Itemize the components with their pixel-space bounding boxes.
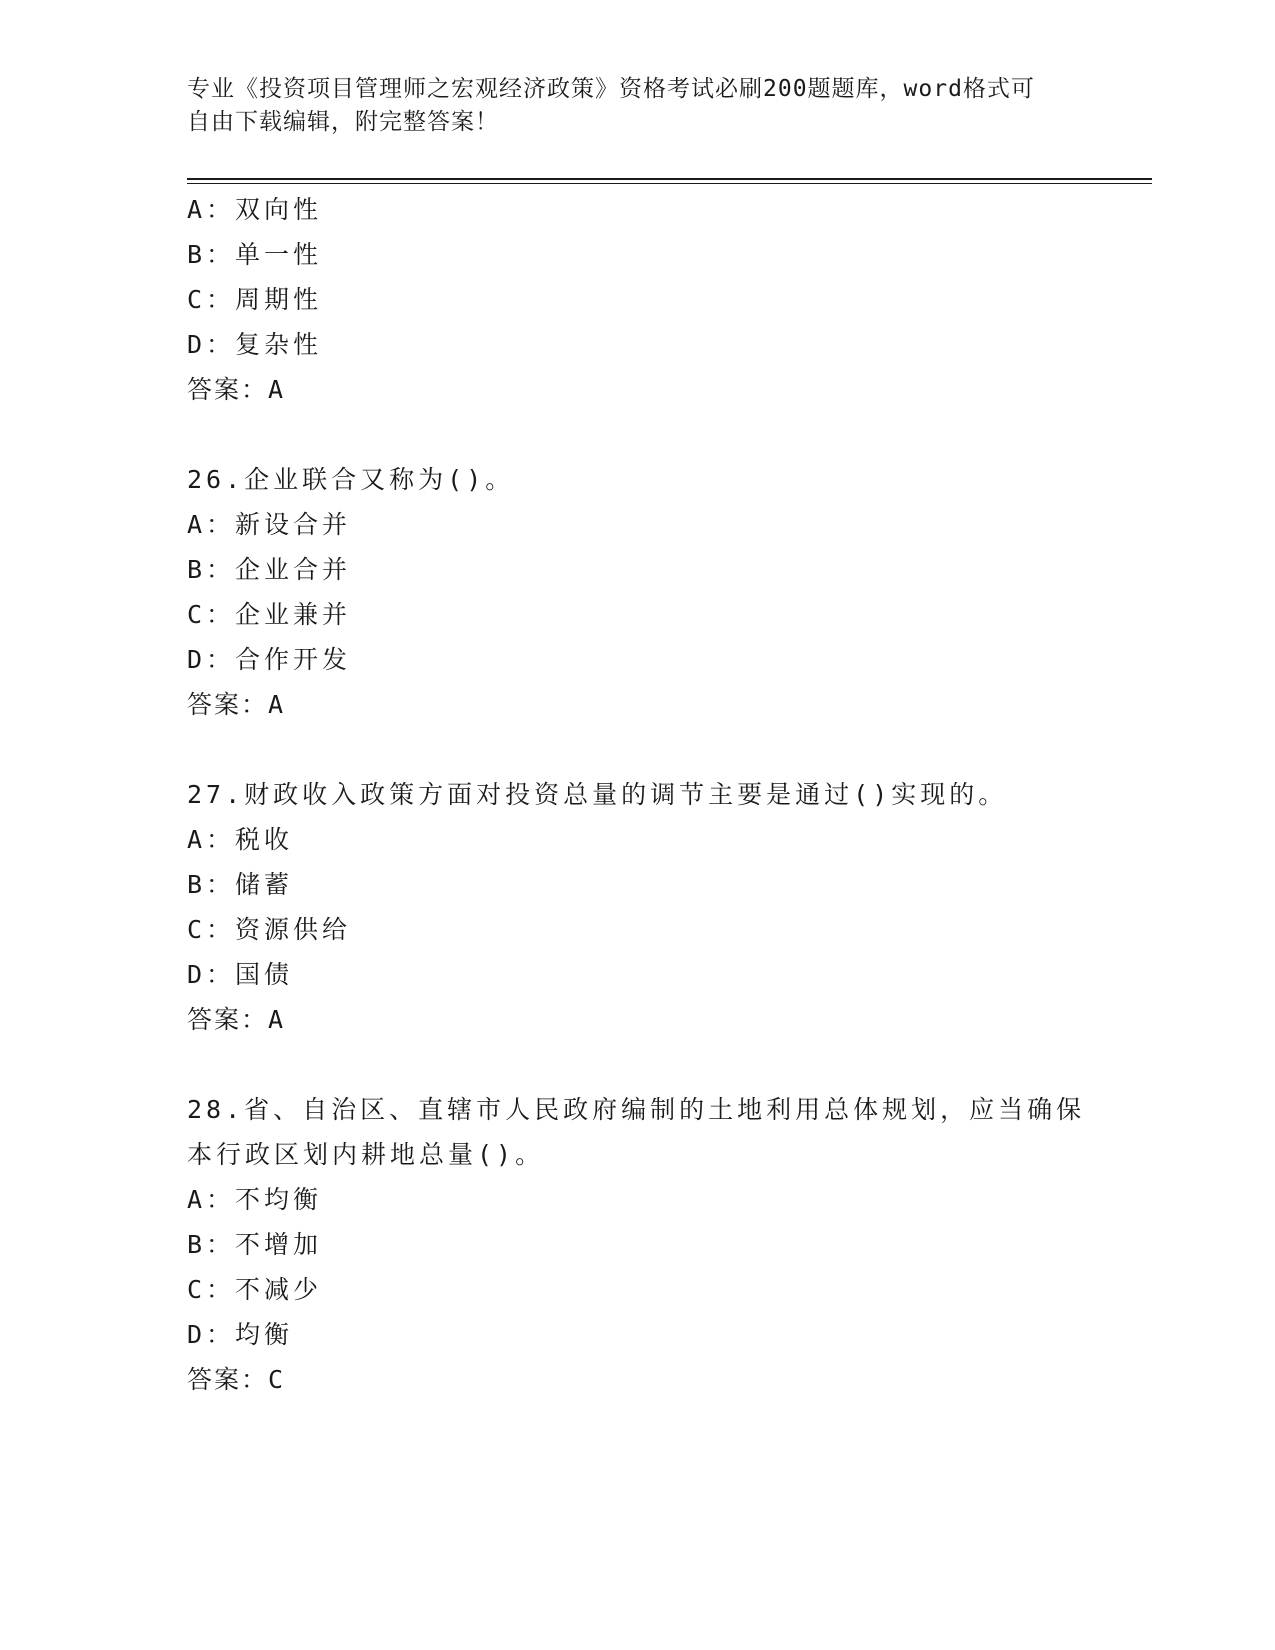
q26-answer: 答案：A [187,690,286,719]
q25-option-c: C：周期性 [187,285,323,314]
q28-option-a: A：不均衡 [187,1185,323,1214]
q26-option-a: A：新设合并 [187,510,352,539]
document-header [187,73,1067,139]
header-line-1: 专业《投资项目管理师之宏观经济政策》资格考试必刷200题题库，word格式可 [187,76,1035,102]
q28-option-d: D：均衡 [187,1320,294,1349]
q26-option-c: C：企业兼并 [187,600,352,629]
q26-option-b: B：企业合并 [187,555,352,584]
q25-option-a: A：双向性 [187,195,323,224]
q26-option-d: D：合作开发 [187,645,352,674]
q27-option-d: D：国债 [187,960,294,989]
q26-stem: 26.企业联合又称为()。 [187,465,515,494]
q27-answer: 答案：A [187,1005,286,1034]
q27-option-c: C：资源供给 [187,915,352,944]
q28-answer: 答案：C [187,1365,286,1394]
q27-stem: 27.财政收入政策方面对投资总量的调节主要是通过()实现的。 [187,780,1008,809]
q27-option-b: B：储蓄 [187,870,294,899]
q25-answer: 答案：A [187,375,286,404]
q28-stem-line-1: 28.省、自治区、直辖市人民政府编制的土地利用总体规划，应当确保 [187,1095,1086,1124]
header-divider-thin [187,183,1152,184]
q28-option-b: B：不增加 [187,1230,323,1259]
q25-option-b: B：单一性 [187,240,323,269]
q28-option-c: C：不减少 [187,1275,323,1304]
q25-option-d: D：复杂性 [187,330,323,359]
header-line-2: 自由下载编辑，附完整答案！ [187,109,499,135]
header-divider-thick [187,178,1152,180]
q28-stem-line-2: 本行政区划内耕地总量()。 [187,1140,545,1169]
q27-option-a: A：税收 [187,825,294,854]
